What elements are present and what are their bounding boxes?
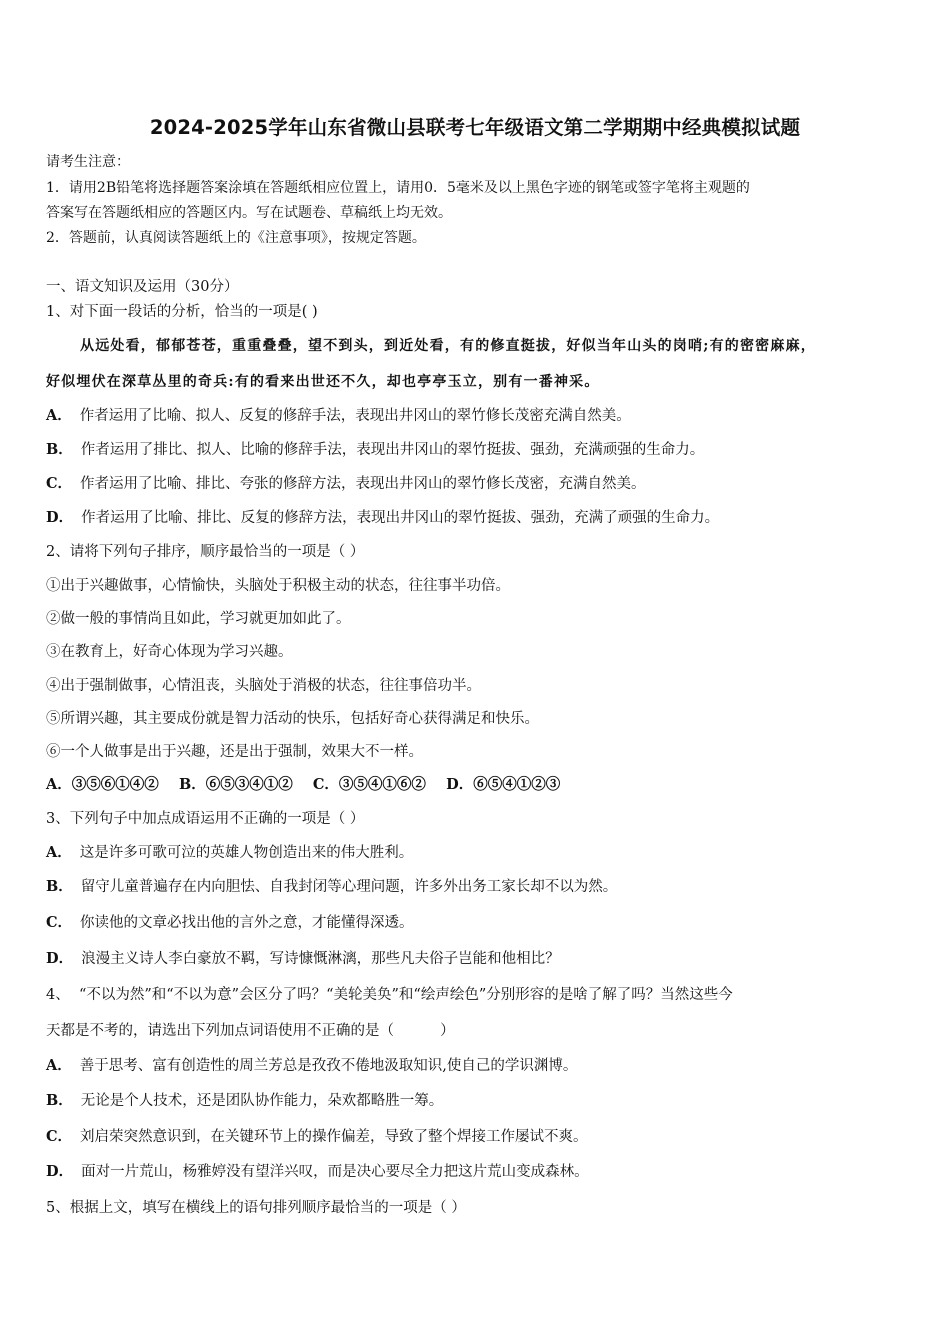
question-3-option-a — [46, 843, 413, 863]
question-1-option-a — [46, 406, 631, 426]
notice-heading: 请考生注意： — [46, 154, 130, 170]
option-text: 作者运用了比喻、排比、夸张的修辞方法，表现出井冈山的翠竹修长茂密，充满自然美。 — [80, 476, 646, 492]
option-text: 刘启荣突然意识到，在关键环节上的操作偏差，导致了整个焊接工作屡试不爽。 — [80, 1129, 588, 1145]
option-text: 作者运用了排比、拟人、比喻的修辞手法，表现出井冈山的翠竹挺拔、强劲，充满顽强的生命力。 — [80, 442, 705, 458]
question-2-sentence-5: ⑤所谓兴趣，其主要成份就是智力活动的快乐，包括好奇心获得满足和快乐。 — [46, 711, 539, 727]
notice-item-1-line-2: 答案写在答题纸相应的答题区内。写在试题卷、草稿纸上均无效。 — [46, 205, 452, 221]
option-key: C． — [46, 1128, 73, 1145]
option-key: B． — [46, 441, 73, 458]
option-text: 作者运用了比喻、拟人、反复的修辞手法，表现出井冈山的翠竹修长茂密充满自然美。 — [79, 408, 631, 424]
question-3-option-d — [46, 949, 560, 969]
option-key: A． — [46, 407, 72, 424]
question-1-option-b — [46, 440, 704, 460]
question-4-option-c — [46, 1127, 588, 1147]
option-key: B． — [46, 878, 73, 895]
option-key: B． — [46, 1092, 73, 1109]
option-key: A． — [46, 1057, 72, 1074]
option-text: 善于思考、富有创造性的周兰芳总是孜孜不倦地汲取知识,使自己的学识渊博。 — [79, 1058, 578, 1074]
option-key: D． — [46, 509, 74, 526]
option-key: D． — [46, 950, 74, 967]
question-4-stem-line-2: 天都是不考的，请选出下列加点词语使用不正确的是（ ） — [46, 1023, 455, 1039]
option-text: 留守儿童普遍存在内向胆怯、自我封闭等心理问题，许多外出务工家长却不以为然。 — [80, 879, 618, 895]
question-2-sentence-6: ⑥一个人做事是出于兴趣，还是出于强制，效果大不一样。 — [46, 744, 423, 760]
question-1-passage-line-1: 从远处看，郁郁苍苍，重重叠叠，望不到头，到近处看，有的修直挺拔，好似当年山头的岗哨;有的密密麻麻， — [80, 338, 816, 354]
question-2-sentence-1: ①出于兴趣做事，心情愉快，头脑处于积极主动的状态，往往事半功倍。 — [46, 578, 510, 594]
page-title: 2024-2025学年山东省微山县联考七年级语文第二学期期中经典模拟试题 — [149, 116, 801, 139]
question-1-stem: 1、对下面一段话的分析，恰当的一项是( ) — [46, 304, 318, 320]
option-text: 你读他的文章必找出他的言外之意，才能懂得深透。 — [80, 915, 414, 931]
question-3-stem: 3、下列句子中加点成语运用不正确的一项是（ ） — [46, 811, 365, 827]
question-4-option-d — [46, 1162, 589, 1182]
option-text: 这是许多可歌可泣的英雄人物创造出来的伟大胜利。 — [79, 845, 414, 861]
question-5-stem: 5、根据上文，填写在横线上的语句排列顺序最恰当的一项是（ ） — [46, 1200, 466, 1216]
notice-item-2: 2．答题前，认真阅读答题纸上的《注意事项》，按规定答题。 — [46, 230, 426, 246]
question-3-option-b — [46, 877, 617, 897]
option-key: C． — [46, 475, 73, 492]
question-2-options: A．③⑤⑥①④② B．⑥⑤③④①② C．③⑤④①⑥② D．⑥⑤④①②③ — [46, 776, 561, 793]
question-2-sentence-3: ③在教育上，好奇心体现为学习兴趣。 — [46, 644, 293, 660]
option-text: 浪漫主义诗人李白豪放不羁，写诗慷慨淋漓，那些凡夫俗子岂能和他相比？ — [81, 951, 560, 967]
option-text: 无论是个人技术，还是团队协作能力，朵欢都略胜一筹。 — [80, 1093, 444, 1109]
option-key: A． — [46, 844, 72, 861]
question-4-option-a — [46, 1056, 577, 1076]
question-2-sentence-2: ②做一般的事情尚且如此，学习就更加如此了。 — [46, 611, 351, 627]
option-key: D． — [46, 1163, 74, 1180]
question-4-stem-line-1: 4、 “不以为然”和“不以为意”会区分了吗？“美轮美奂”和“绘声绘色”分别形容的是啥了解了吗？当然这些今 — [46, 987, 733, 1003]
question-1-option-d — [46, 508, 719, 528]
question-2-stem: 2、请将下列句子排序，顺序最恰当的一项是（ ） — [46, 544, 365, 560]
question-2-sentence-4: ④出于强制做事，心情沮丧，头脑处于消极的状态，往往事倍功半。 — [46, 678, 481, 694]
option-text: 面对一片荒山，杨雅婷没有望洋兴叹，而是决心要尽全力把这片荒山变成森林。 — [81, 1164, 589, 1180]
question-3-option-c — [46, 913, 414, 933]
question-1-passage-line-2: 好似埋伏在深草丛里的奇兵:有的看来出世还不久，却也亭亭玉立，别有一番神采。 — [46, 374, 600, 390]
section-heading: 一、语文知识及运用（30分） — [46, 279, 239, 295]
question-1-option-c — [46, 474, 646, 494]
option-key: C． — [46, 914, 73, 931]
option-text: 作者运用了比喻、排比、反复的修辞方法，表现出井冈山的翠竹挺拔、强劲，充满了顽强的生命力。 — [81, 510, 720, 526]
question-4-option-b — [46, 1091, 443, 1111]
notice-item-1-line-1: 1．请用2B铅笔将选择题答案涂填在答题纸相应位置上，请用0．5毫米及以上黑色字迹的钢笔或签字笔将主观题的 — [46, 180, 750, 196]
